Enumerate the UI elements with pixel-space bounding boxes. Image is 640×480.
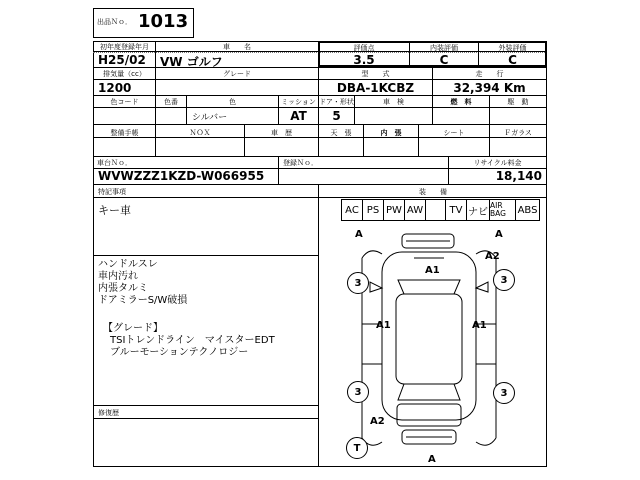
mark-front-left: A (355, 229, 363, 240)
mark-hood: A1 (425, 265, 440, 276)
mileage-label: 走 行 (475, 70, 504, 78)
mark-right-side: A1 (472, 320, 487, 331)
mission-label: ミッション (281, 98, 316, 106)
grade-line: ブルーモーションテクノロジー (110, 347, 249, 358)
mark-rear-left: A2 (370, 416, 385, 427)
inspection-label: 車 検 (383, 98, 404, 106)
reg-date-label: 初年度登録年月 (100, 43, 149, 51)
color-label: 色 (229, 98, 236, 106)
reg-date-value: H25/02 (98, 53, 146, 67)
equip-aw: AW (404, 199, 426, 221)
rear-window-shape (398, 384, 460, 400)
drive-label: 駆 動 (507, 98, 529, 106)
mileage-value: 32,394 Km (453, 81, 526, 95)
chassis-number-value: WVWZZZ1KZD-W066955 (98, 169, 265, 183)
trunk-badge: T (346, 437, 368, 459)
front-glass-label: Ｆガラス (504, 129, 532, 137)
recycle-fee-value: 18,140 (495, 169, 542, 183)
equip-ps: PS (362, 199, 384, 221)
equip-abs: ABS (515, 199, 540, 221)
equip-ac: AC (341, 199, 363, 221)
nox-label: ＮＯＸ (189, 129, 211, 137)
interior-lining-label: 内 張 (380, 129, 402, 137)
notes-item: 車内汚れ (98, 271, 138, 282)
interior-score-label: 内装評価 (430, 44, 458, 52)
roof-lining-label: 天 張 (330, 129, 352, 137)
notes-item: ハンドルスレ (98, 259, 158, 270)
notes-item: 内張タルミ (98, 283, 148, 294)
exterior-score-label: 外装評価 (498, 44, 527, 52)
mark-front-right: A (495, 229, 503, 240)
mark-right-front-fender: A2 (485, 251, 500, 262)
tire-rear-right-badge: 3 (493, 382, 515, 404)
notes-key-line: キー車 (98, 204, 131, 217)
windshield-shape (398, 280, 460, 294)
equip-tv: TV (445, 199, 467, 221)
equip-blank (425, 199, 446, 221)
model-value: DBA-1KCBZ (336, 81, 415, 95)
car-name-value: VW ゴルフ (160, 55, 223, 69)
right-mirror-shape (476, 282, 488, 292)
grade-label: グレード (223, 70, 251, 78)
lot-number-label: 出品Ｎｏ． (97, 18, 132, 26)
maintenance-book-label: 整備手帳 (110, 129, 139, 137)
equip-navi: ナビ (466, 199, 490, 221)
left-mirror-shape (370, 282, 382, 292)
color-number-label: 色番 (164, 98, 178, 106)
car-history-label: 車 歴 (271, 129, 292, 137)
notes-label: 特記事項 (98, 188, 126, 196)
interior-score-value: C (439, 53, 449, 67)
color-code-label: 色コード (110, 98, 139, 106)
repair-history-label: 修復歴 (98, 409, 119, 417)
equip-pw: PW (383, 199, 405, 221)
doors-label: ドア・形状 (319, 98, 354, 106)
tire-rear-left-badge: 3 (347, 381, 369, 403)
doors-value: 5 (332, 109, 341, 123)
equip-airbag: AIR BAG (489, 199, 516, 221)
displacement-value: 1200 (98, 81, 132, 95)
mission-value: AT (290, 109, 307, 123)
notes-item: ドアミラーS/W破損 (98, 295, 188, 306)
recycle-fee-label: リサイクル料金 (473, 159, 522, 167)
grade-line: TSIトレンドライン マイスターEDT (110, 335, 275, 346)
chassis-number-label: 車台Ｎｏ． (97, 159, 132, 167)
registration-number-label: 登録Ｎｏ． (283, 159, 318, 167)
mark-rear: A (428, 454, 436, 465)
score-value: 3.5 (353, 53, 375, 67)
car-name-label: 車 名 (223, 43, 251, 51)
model-label: 型 式 (361, 70, 390, 78)
fuel-label: 燃 料 (450, 98, 472, 106)
equipment-label: 装 備 (419, 188, 447, 196)
color-value: シルバー (192, 113, 228, 123)
car-roof-outline (396, 294, 462, 384)
car-damage-diagram (322, 224, 544, 466)
mark-left-side: A1 (376, 320, 391, 331)
grade-header: 【グレード】 (103, 323, 163, 334)
tire-front-right-badge: 3 (493, 269, 515, 291)
seat-label: シート (443, 129, 465, 137)
displacement-label: 排気量（cc） (103, 70, 146, 78)
score-label: 評価点 (353, 44, 375, 52)
tire-front-left-badge: 3 (347, 272, 369, 294)
lot-number-value: 1013 (138, 11, 189, 32)
exterior-score-value: C (508, 53, 517, 67)
